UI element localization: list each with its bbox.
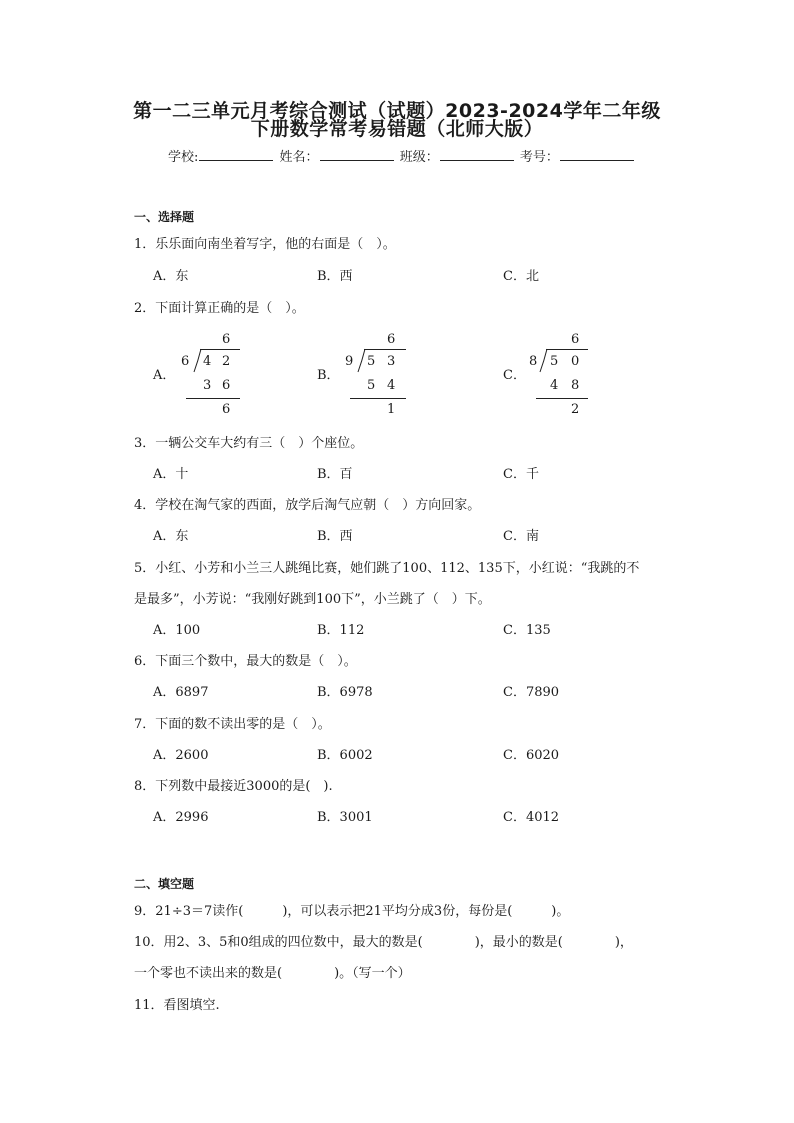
quotient: 6 [571, 332, 580, 347]
q7-option-c[interactable]: C．6020 [503, 748, 560, 763]
q2-option-b-label[interactable]: B． [317, 368, 340, 383]
question-7: 7．下面的数不读出零的是（ ）。 [134, 717, 331, 732]
q1-option-c[interactable]: C．北 [503, 269, 539, 284]
q3-option-c[interactable]: C．千 [503, 467, 539, 482]
q5-option-b[interactable]: B．112 [317, 623, 365, 638]
q3-option-b[interactable]: B．百 [317, 467, 353, 482]
divisor: 8 [529, 354, 538, 369]
q8-option-b[interactable]: B．3001 [317, 810, 373, 825]
dividend-tens: 5 [367, 354, 376, 369]
question-11: 11．看图填空. [134, 998, 220, 1013]
name-label: 姓名： [279, 150, 319, 165]
name-blank[interactable] [320, 148, 394, 161]
q1-option-a[interactable]: A．东 [153, 269, 189, 284]
q7-option-b[interactable]: B．6002 [317, 748, 373, 763]
division-bracket-icon [193, 349, 203, 373]
question-8: 8．下列数中最接近3000的是( ). [134, 779, 333, 794]
title-line-1: 第一二三单元月考综合测试（试题）2023-2024学年二年级 [133, 100, 661, 122]
dividend-ones: 3 [387, 354, 396, 369]
q2-option-c-long-division [528, 332, 598, 422]
division-bracket-icon [357, 349, 367, 373]
q2-option-c-label[interactable]: C． [503, 368, 526, 383]
q5-option-a[interactable]: A．100 [153, 623, 201, 638]
product-tens: 3 [203, 378, 212, 393]
question-6: 6．下面三个数中，最大的数是（ ）。 [134, 654, 357, 669]
question-10-line-2: 一个零也不读出来的数是( )。（写一个） [134, 966, 411, 981]
q1-option-b[interactable]: B．西 [317, 269, 353, 284]
q4-option-a[interactable]: A．东 [153, 529, 189, 544]
product-tens: 4 [550, 378, 559, 393]
question-2: 2．下面计算正确的是（ ）。 [134, 301, 305, 316]
section-title-fill-in: 二、填空题 [134, 877, 195, 891]
product-ones: 6 [222, 378, 231, 393]
question-1: 1．乐乐面向南坐着写字，他的右面是（ ）。 [134, 237, 396, 252]
question-5-line-2: 是最多”，小芳说：“我刚好跳到100下”，小兰跳了（ ）下。 [134, 592, 491, 607]
division-bracket-icon [539, 349, 549, 373]
school-blank[interactable] [199, 148, 273, 161]
division-bar [546, 349, 588, 350]
subtraction-bar [186, 398, 240, 399]
divisor: 9 [345, 354, 354, 369]
class-blank[interactable] [440, 148, 514, 161]
remainder: 6 [222, 402, 231, 417]
q5-option-c[interactable]: C．135 [503, 623, 551, 638]
subtraction-bar [536, 398, 588, 399]
q2-option-b-long-division [342, 332, 412, 422]
question-10-line-1: 10．用2、3、5和0组成的四位数中，最大的数是( )，最小的数是( )， [134, 935, 633, 950]
division-bar [364, 349, 406, 350]
dividend-ones: 0 [571, 354, 580, 369]
question-9: 9．21÷3＝7读作( )，可以表示把21平均分成3份，每份是( )。 [134, 904, 570, 919]
dividend-ones: 2 [222, 354, 231, 369]
product-ones: 8 [571, 378, 580, 393]
q4-option-c[interactable]: C．南 [503, 529, 539, 544]
q2-option-a-label[interactable]: A． [153, 368, 176, 383]
dividend-tens: 5 [550, 354, 559, 369]
student-info-row [168, 146, 636, 165]
quotient: 6 [387, 332, 396, 347]
dividend-tens: 4 [203, 354, 212, 369]
q3-option-a[interactable]: A．十 [153, 467, 189, 482]
quotient: 6 [222, 332, 231, 347]
q4-option-b[interactable]: B．西 [317, 529, 353, 544]
q8-option-a[interactable]: A．2996 [153, 810, 209, 825]
exam-number-blank[interactable] [560, 148, 634, 161]
exam-number-label: 考号： [519, 150, 559, 165]
question-4: 4．学校在淘气家的西面，放学后淘气应朝（ ）方向回家。 [134, 498, 481, 513]
q8-option-c[interactable]: C．4012 [503, 810, 560, 825]
q7-option-a[interactable]: A．2600 [153, 748, 209, 763]
section-title-choice: 一、选择题 [134, 210, 195, 224]
title-line-2: 下册数学常考易错题（北师大版） [250, 118, 544, 140]
division-bar [200, 349, 240, 350]
remainder: 1 [387, 402, 396, 417]
question-5-line-1: 5．小红、小芳和小兰三人跳绳比赛，她们跳了100、112、135下，小红说：“我跳的不 [134, 561, 640, 576]
product-tens: 5 [367, 378, 376, 393]
q6-option-a[interactable]: A．6897 [153, 685, 209, 700]
question-3: 3．一辆公交车大约有三（ ）个座位。 [134, 436, 364, 451]
q6-option-b[interactable]: B．6978 [317, 685, 373, 700]
product-ones: 4 [387, 378, 396, 393]
q6-option-c[interactable]: C．7890 [503, 685, 560, 700]
divisor: 6 [181, 354, 190, 369]
class-label: 班级： [399, 150, 439, 165]
school-label: 学校: [168, 150, 199, 165]
subtraction-bar [350, 398, 406, 399]
remainder: 2 [571, 402, 580, 417]
q2-option-a-long-division [178, 332, 248, 422]
